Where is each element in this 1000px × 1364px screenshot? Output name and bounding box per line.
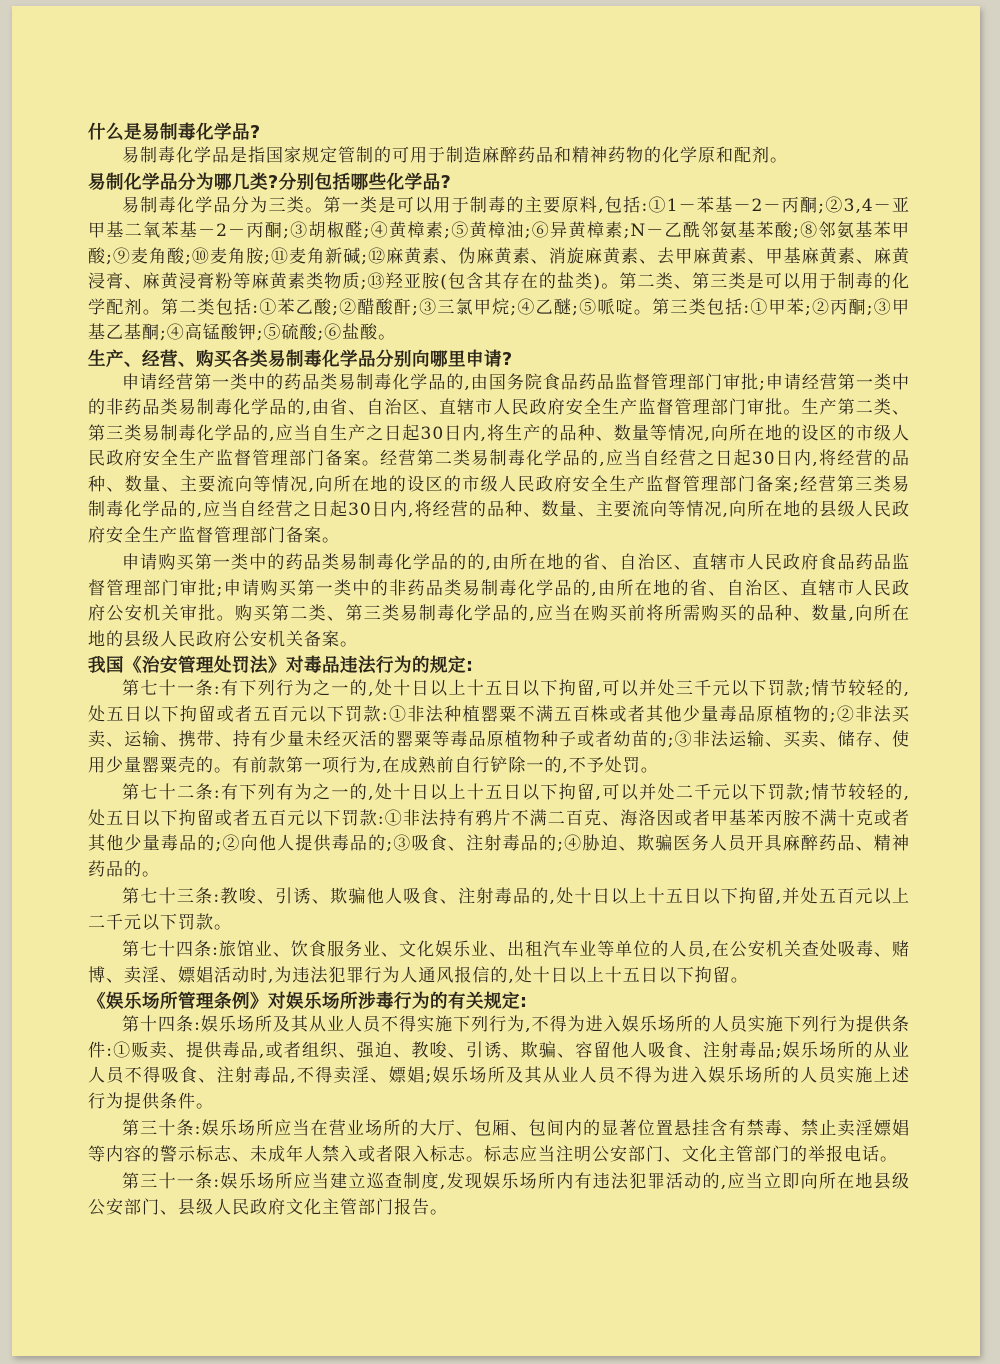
document-body (88, 122, 910, 1223)
paragraph: 易制毒化学品分为三类。第一类是可以用于制毒的主要原料,包括:①1－苯基－2－丙酮;②3,4－亚甲基二氧苯基－2－丙酮;③胡椒醛;④黄樟素;⑤黄樟油;⑥异黄樟素;N－乙酰邻氨基苯酸;⑧邻氨基苯甲酸;⑨麦角酸;⑩麦角胺;⑪麦角新碱;⑫麻黄素、伪麻黄素、消旋麻黄素、去甲麻黄素、甲基麻黄素、麻黄浸膏、麻黄浸膏粉等麻黄素类物质;⑬羟亚胺(包含其存在的盐类)。第二类、第三类是可以用于制毒的化学配剂。第二类包括:①苯乙酸;②醋酸酐;③三氯甲烷;④乙醚;⑤哌啶。第三类包括:①甲苯;②丙酮;③甲基乙基酮;④高锰酸钾;⑤硫酸;⑥盐酸。 (88, 195, 910, 343)
paragraph: 第七十一条:有下列行为之一的,处十日以上十五日以下拘留,可以并处三千元以下罚款;情节较轻的,处五日以下拘留或者五百元以下罚款:①非法种植罂粟不满五百株或者其他少量毒品原植物的;②非法买卖、运输、携带、持有少量未经灭活的罂粟等毒品原植物种子或者幼苗的;③非法运输、买卖、储存、使用少量罂粟壳的。有前款第一项行为,在成熟前自行铲除一的,不予处罚。 (88, 679, 910, 776)
paragraph: 第七十二条:有下列有为之一的,处十日以上十五日以下拘留,可以并处二千元以下罚款;情节较轻的,处五日以下拘留或者五百元以下罚款:①非法持有鸦片不满二百克、海洛因或者甲基苯丙胺不满十克或者其他少量毒品的;②向他人提供毒品的;③吸食、注射毒品的;④胁迫、欺骗医务人员开具麻醉药品、精神药品的。 (88, 783, 910, 880)
paragraph: 易制毒化学品是指国家规定管制的可用于制造麻醉药品和精神药物的化学原和配剂。 (122, 146, 788, 166)
paragraph: 第七十四条:旅馆业、饮食服务业、文化娱乐业、出租汽车业等单位的人员,在公安机关查处吸毒、赌博、卖淫、嫖娼活动时,为违法犯罪行为人通风报信的,处十日以上十五日以下拘留。 (88, 940, 910, 986)
section-heading: 我国《治安管理处罚法》对毒品违法行为的规定: (88, 656, 474, 676)
paragraph: 第三十一条:娱乐场所应当建立巡查制度,发现娱乐场所内有违法犯罪活动的,应当立即向所在地县级公安部门、县级人民政府文化主管部门报告。 (88, 1172, 910, 1218)
section-heading: 《娱乐场所管理条例》对娱乐场所涉毒行为的有关规定: (88, 992, 528, 1012)
paragraph: 第七十三条:教唆、引诱、欺骗他人吸食、注射毒品的,处十日以上十五日以下拘留,并处五百元以上二千元以下罚款。 (88, 887, 910, 933)
section-heading: 什么是易制毒化学品? (88, 123, 261, 143)
section-heading: 易制化学品分为哪几类?分别包括哪些化学品? (88, 172, 452, 193)
paper-sheet (12, 6, 980, 1356)
paragraph: 第十四条:娱乐场所及其从业人员不得实施下列行为,不得为进入娱乐场所的人员实施下列行为提供条件:①贩卖、提供毒品,或者组织、强迫、教唆、引诱、欺骗、容留他人吸食、注射毒品;娱乐场所的从业人员不得吸食、注射毒品,不得卖淫、嫖娼;娱乐场所及其从业人员不得为进入娱乐场所的人员实施上述行为提供条件。 (88, 1015, 910, 1112)
paragraph: 申请经营第一类中的药品类易制毒化学品的,由国务院食品药品监督管理部门审批;申请经营第一类中的非药品类易制毒化学品的,由省、自治区、直辖市人民政府安全生产监督管理部门审批。生产第二类、第三类易制毒化学品的,应当自生产之日起30日内,将生产的品种、数量等情况,向所在地的设区的市级人民政府安全生产监督管理部门备案。经营第二类易制毒化学品的,应当自经营之日起30日内,将经营的品种、数量、主要流向等情况,向所在地的设区的市级人民政府安全生产监督管理部门备案;经营第三类易制毒化学品的,应当自经营之日起30日内,将经营的品种、数量、主要流向等情况,向所在地的县级人民政府安全生产监督管理部门备案。 (88, 372, 910, 546)
paragraph: 第三十条:娱乐场所应当在营业场所的大厅、包厢、包间内的显著位置悬挂含有禁毒、禁止卖淫嫖娼等内容的警示标志、未成年人禁入或者限入标志。标志应当注明公安部门、文化主管部门的举报电话。 (88, 1119, 910, 1165)
paragraph: 申请购买第一类中的药品类易制毒化学品的的,由所在地的省、自治区、直辖市人民政府食品药品监督管理部门审批;申请购买第一类中的非药品类易制毒化学品的,由所在地的省、自治区、直辖市人民政府公安机关审批。购买第二类、第三类易制毒化学品的,应当在购买前将所需购买的品种、数量,向所在地的县级人民政府公安机关备案。 (88, 553, 910, 650)
section-heading: 生产、经营、购买各类易制毒化学品分别向哪里申请? (88, 349, 513, 370)
